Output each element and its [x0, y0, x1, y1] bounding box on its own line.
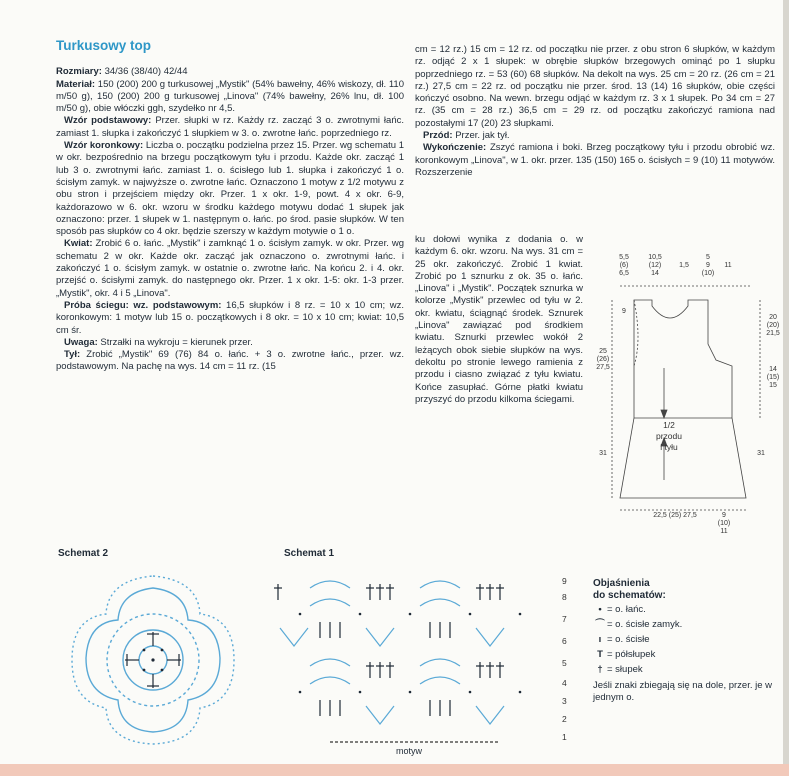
- dim-lace-left: 31: [599, 450, 607, 457]
- dim-shoulder: 5,5 (6) 6,5: [619, 254, 629, 277]
- dim-neck: 10,5 (12) 14: [648, 254, 662, 277]
- half-double-crochet-icon: T: [597, 649, 603, 660]
- lace-chart-drawing: [270, 566, 560, 746]
- back: Tył: Zrobić „Mystik" 69 (76) 84 o. łańc. + 3 o. zwrotne łańc., przer. wz. podstawowym. Na pachę na wys. 14 cm = 11 rz. (15: [56, 349, 404, 373]
- flower-chart-drawing: [58, 562, 248, 757]
- lace-chart: [270, 566, 580, 766]
- chain-icon: •: [598, 604, 602, 615]
- piece-label: 1/2 przodu i tyłu: [656, 420, 682, 452]
- schemat-2-label: Schemat 2: [58, 548, 109, 559]
- row-3: 3: [562, 696, 567, 706]
- note: Uwaga: Strzałki na wykroju = kierunek przer.: [64, 336, 253, 348]
- legend-double: † = słupek: [593, 662, 773, 677]
- row-8: 8: [562, 592, 567, 602]
- row-1: 1: [562, 732, 567, 742]
- dim-side-11: 11: [724, 262, 732, 269]
- dim-body: 14 (15) 15: [766, 366, 780, 389]
- row-2: 2: [562, 714, 567, 724]
- legend-note: Jeśli znaki zbiegają się na dole, przer. je w jednym o.: [593, 680, 773, 703]
- legend-slip-stitch: ⌒ = o. ścisłe zamyk.: [593, 617, 773, 632]
- dim-neck-depth: 9: [622, 308, 626, 315]
- schemat-1-label: Schemat 1: [284, 548, 335, 559]
- row-7: 7: [562, 614, 567, 624]
- legend: [593, 578, 773, 704]
- flower-chart: [58, 562, 248, 757]
- dim-bottom-width: 22,5 (25) 27,5: [653, 512, 697, 519]
- front: Przód: Przer. jak tył.: [423, 130, 510, 142]
- bottom-strip: [0, 764, 789, 776]
- dim-armhole: 20 (20) 21,5: [766, 314, 780, 337]
- legend-single-crochet: ı = o. ścisłe: [593, 632, 773, 647]
- row-5: 5: [562, 658, 567, 668]
- single-crochet-icon: ı: [598, 634, 602, 645]
- legend-half-double: T = półsłupek: [593, 647, 773, 662]
- dim-armhole-height: 25 (26) 27,5: [596, 348, 610, 371]
- legend-heading-1: Objaśnienia: [593, 578, 650, 589]
- flower: Kwiat: Zrobić 6 o. łańc. „Mystik" i zamknąć 1 o. ścisłym zamyk. w okr. Przer. wg schematu 2 w okr. Każde okr. zacząć jak oznaczono o. zwrotnymi łańc. i zakończyć 1 o. ścisłym zamyk. w ostatnie o. zwrotne łańc. Na końcu 2. i 4. okr. przejść o. ścisłymi zamyk. do następnego okr. Przer. 1 x okr. 1-5: okr. 1-3 przer. „Mystik", okr. 4 i 5 „Linova".: [56, 238, 404, 299]
- garment-schematic: [590, 248, 786, 548]
- sizes: Rozmiary: 34/36 (38/40) 42/44: [56, 66, 188, 78]
- garment-outline: [590, 248, 786, 548]
- gauge: Próba ściegu: wz. podstawowym: 16,5 słupków i 8 rz. = 10 x 10 cm; wz. koronkowym: 1 motyw lub 15 o. początkowych i 8 okr. = 10 x 10 cm; kwiat: 10,5 cm śr.: [56, 299, 404, 336]
- dim-bottom-right: 9 (10) 11: [717, 512, 731, 535]
- slip-stitch-icon: ⌒: [595, 619, 605, 630]
- legend-chain: • = o. łańc.: [593, 602, 773, 617]
- left-column: [56, 40, 404, 374]
- pattern-title: Turkusowy top: [56, 38, 152, 53]
- double-crochet-icon: †: [597, 664, 603, 675]
- right-column: [415, 44, 775, 179]
- basic-pattern: Wzór podstawowy: Przer. słupki w rz. Każdy rz. zacząć 3 o. zwrotnymi łańc. zamiast 1. słupka i zakończyć 1 słupkiem w 3. o. zwrotne łańc. poprzedniego rz.: [56, 115, 404, 139]
- row-4: 4: [562, 678, 567, 688]
- motif-label: motyw: [396, 746, 423, 756]
- legend-heading-2: do schematów:: [593, 590, 666, 601]
- materials: Materiał: 150 (200) 200 g turkusowej „Mystik" (54% bawełny, 46% wiskozy, dł. 110 m/50 g), 150 (200) 200 g turkusowej „Linova" (74% bawełny, 26% lnu, dł. 100 m/50 g), obie włóczki ggh, szydełko nr 4,5.: [56, 78, 404, 115]
- dim-side: 5 9 (10): [701, 254, 715, 277]
- back-continued: cm = 12 rz.) 15 cm = 12 rz. od początku nie przer. z obu stron 6 słupków, w każdym rz. odjąć 2 x 1 słupek: w obrębie słupków brzegowych ominąć po 1 słupku poprzedniego rz. = 53 (60) 68 słupków. Na dekolt na wys. 25 cm = 20 rz. (26 cm = 21 rz.) 27,5 cm = 22 rz. od początku nie przer. środ. 13 (14) 16 słupków, obie części kończyć osobno. Na wewn. brzegu odjąć w każdym rz. 3 x 1 słupek. Po 34 cm = 27 rz. (35 cm = 28 rz.) 36,5 cm = 29 rz. od początku zakończyć ramiona nad pozostałymi 17 (20) 23 słupkami.: [415, 44, 775, 129]
- finishing-continued: ku dołowi wynika z dodania o. w każdym 6. okr. wzoru. Na wys. 31 cm = 25 okr. zakończyć. Zrobić 1 kwiat. Zrobić po 1 sznurku z ok. 35 o. łańc. „Linova" i „Mystik". Początek sznurka w kolorze „Mystik" przewlec od tyłu w 2. okr. kwiatu, ściągnąć środek. Sznurek „Linova" zawiązać pod środkiem kwiatu. Sznurki przewlec wokół 2 leżących obok siebie słupków na wys. dekoltu po stronie lewego ramienia z przodu i ciasno związać z tyłu kwiatu. Końce zasupłać. Górne płatki kwiatu przyszyć do przodu kilkoma ściegami.: [415, 234, 583, 405]
- dim-edge: 1,5: [679, 262, 689, 269]
- dim-lace-right: 31: [757, 450, 765, 457]
- row-6: 6: [562, 636, 567, 646]
- finishing: Wykończenie: Zszyć ramiona i boki. Brzeg początkowy tyłu i przodu obrobić wz. koronkowym „Linova", w 1. okr. przer. 135 (150) 165 o. ścisłych = 9 (10) 11 motywów. Rozszerzenie: [415, 142, 775, 178]
- lace-pattern: Wzór koronkowy: Liczba o. początku podzielna przez 15. Przer. wg schematu 1 w okr. bezpośrednio na brzegu początkowym tyłu i przodu. Każde okr. zacząć 1 lub 3 o. zwrotnymi łańc. zamiast 1. o. ścisłego lub 1. słupka i zakończyć 1 o. ścisłym zamyk. w najwyższe o. zwrotne łańc. Oznaczono 1 motyw z 1/2 motywu z obu stron i przejściem między okr. Przer. 1 x okr. 1-9, powt. 4 x okr. 6-9, każdorazowo w 6. okr. wzoru w środku każdego motywu dodać 1 słupek jak oznaczono: przer. 1 słupek w 1. następnym o. łańc. po środ. pasie słupków. W ten sposób pas słupków co 4 okr. będzie szerszy w każdym motywie o 1 o.: [56, 140, 404, 238]
- row-9: 9: [562, 576, 567, 586]
